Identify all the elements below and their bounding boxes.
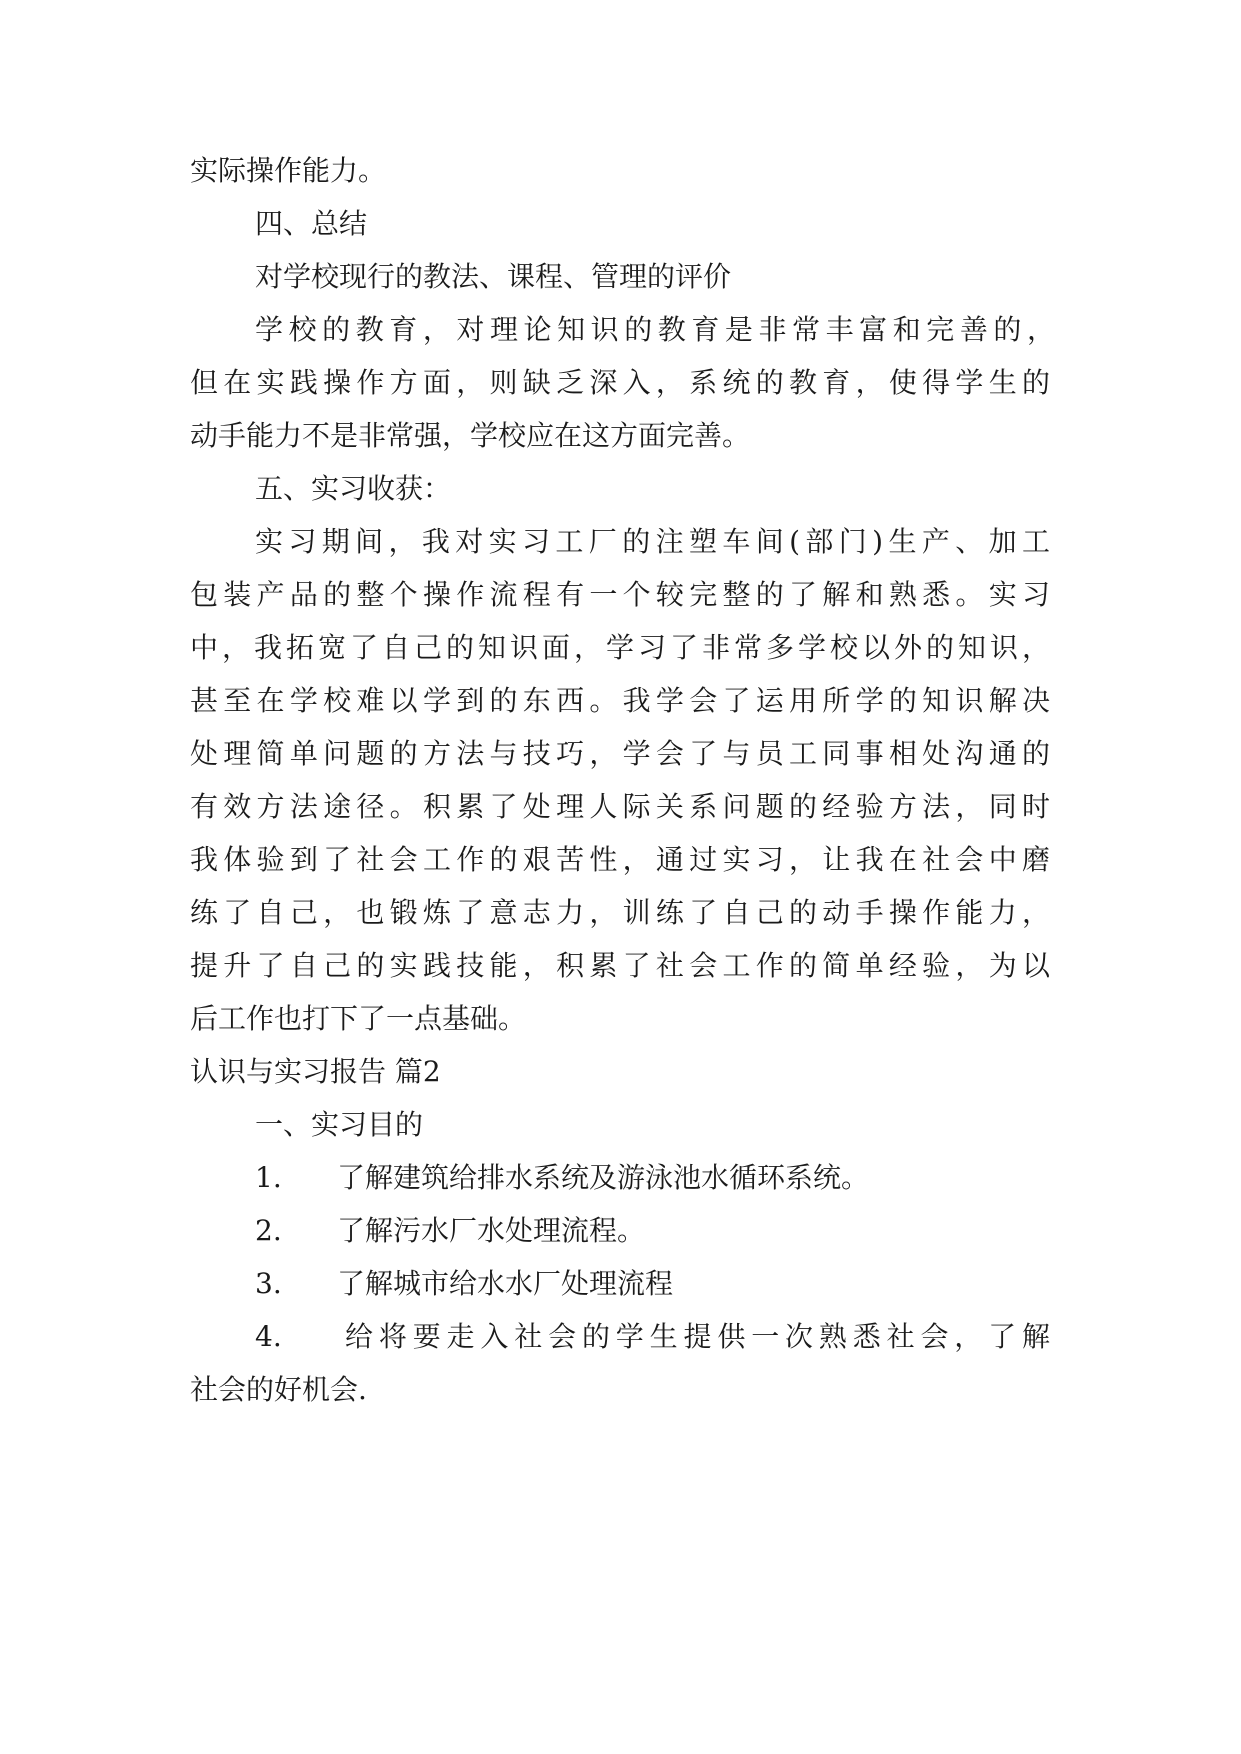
paragraph-line: 后工作也打下了一点基础。	[190, 1002, 527, 1035]
paragraph-line: 实习期间，我对实习工厂的注塑车间(部门)生产、加工	[255, 525, 1050, 558]
paragraph-line: 动手能力不是非常强，学校应在这方面完善。	[190, 419, 751, 452]
section-title: 认识与实习报告 篇2	[190, 1055, 441, 1088]
section-heading: 五、实习收获：	[255, 472, 452, 505]
paragraph-line: 学校的教育，对理论知识的教育是非常丰富和完善的，	[255, 313, 1055, 346]
list-text: 了解城市给水水厂处理流程	[337, 1267, 674, 1300]
list-text: 了解建筑给排水系统及游泳池水循环系统。	[337, 1161, 870, 1194]
paragraph-line: 练了自己，也锻炼了意志力，训练了自己的动手操作能力，	[190, 896, 1050, 929]
paragraph-line: 甚至在学校难以学到的东西。我学会了运用所学的知识解决	[190, 684, 1050, 717]
list-number: 1.	[255, 1161, 282, 1194]
paragraph-line: 我体验到了社会工作的艰苦性，通过实习，让我在社会中磨	[190, 843, 1050, 876]
paragraph-line: 处理简单问题的方法与技巧，学会了与员工同事相处沟通的	[190, 737, 1050, 770]
list-text: 了解污水厂水处理流程。	[337, 1214, 646, 1247]
paragraph-line: 但在实践操作方面，则缺乏深入，系统的教育，使得学生的	[190, 366, 1050, 399]
section-heading: 一、实习目的	[255, 1108, 424, 1141]
list-number: 2.	[255, 1214, 282, 1247]
paragraph-line: 包装产品的整个操作流程有一个较完整的了解和熟悉。实习	[190, 578, 1050, 611]
subheading: 对学校现行的教法、课程、管理的评价	[255, 260, 732, 293]
paragraph-line: 中，我拓宽了自己的知识面，学习了非常多学校以外的知识，	[190, 631, 1050, 664]
paragraph-line: 实际操作能力。	[190, 154, 387, 187]
paragraph-line: 提升了自己的实践技能，积累了社会工作的简单经验，为以	[190, 949, 1050, 982]
paragraph-line: 社会的好机会.	[190, 1373, 367, 1406]
paragraph-line: 有效方法途径。积累了处理人际关系问题的经验方法，同时	[190, 790, 1050, 823]
list-number: 4.	[255, 1320, 282, 1353]
list-number: 3.	[255, 1267, 282, 1300]
section-heading: 四、总结	[255, 207, 368, 240]
list-text: 给将要走入社会的学生提供一次熟悉社会，了解	[345, 1320, 1050, 1353]
